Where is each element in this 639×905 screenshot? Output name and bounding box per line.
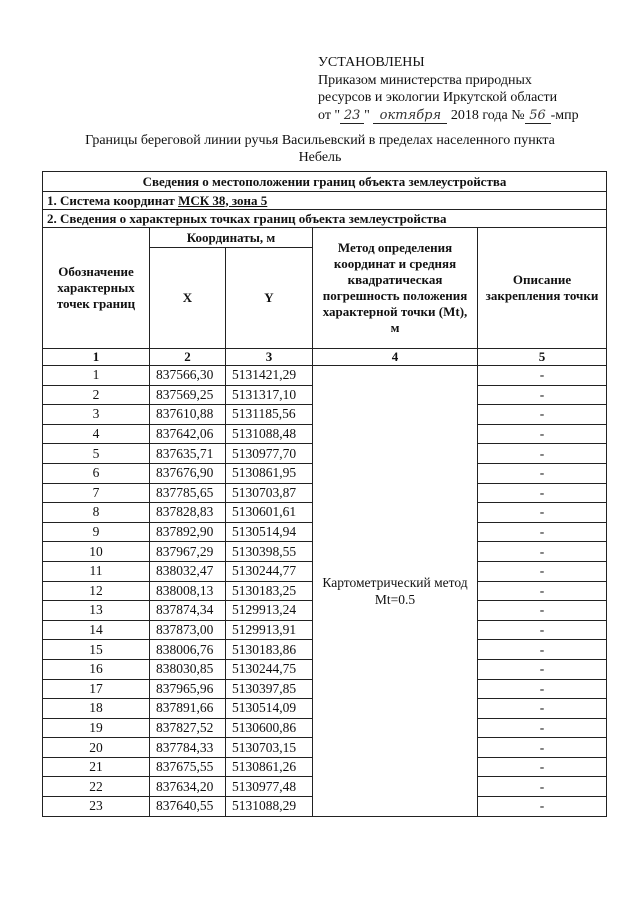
description-cell: - — [478, 424, 607, 444]
y-coordinate-cell: 5130244,75 — [226, 659, 313, 679]
description-cell: - — [478, 444, 607, 464]
point-number-cell: 4 — [43, 424, 150, 444]
description-cell: - — [478, 483, 607, 503]
column-number-3: 3 — [226, 349, 313, 366]
description-cell: - — [478, 561, 607, 581]
description-cell: - — [478, 797, 607, 817]
y-coordinate-cell: 5130183,25 — [226, 581, 313, 601]
point-number-cell: 17 — [43, 679, 150, 699]
description-cell: - — [478, 777, 607, 797]
header-y: Y — [226, 248, 313, 349]
x-coordinate-cell: 837676,90 — [150, 463, 226, 483]
column-number-4: 4 — [313, 349, 478, 366]
point-number-cell: 11 — [43, 561, 150, 581]
x-coordinate-cell: 837874,34 — [150, 601, 226, 621]
point-number-cell: 18 — [43, 699, 150, 719]
description-cell: - — [478, 581, 607, 601]
y-coordinate-cell: 5130977,48 — [226, 777, 313, 797]
x-coordinate-cell: 837967,29 — [150, 542, 226, 562]
x-coordinate-cell: 838030,85 — [150, 659, 226, 679]
points-table-body — [43, 366, 607, 817]
point-number-cell: 15 — [43, 640, 150, 660]
y-coordinate-cell: 5131088,48 — [226, 424, 313, 444]
y-coordinate-cell: 5130601,61 — [226, 503, 313, 523]
approval-month: октября — [373, 109, 447, 124]
section-title: Сведения о местоположении границ объекта землеустройства — [43, 172, 607, 192]
y-coordinate-cell: 5130397,85 — [226, 679, 313, 699]
column-number-5: 5 — [478, 349, 607, 366]
point-number-cell: 9 — [43, 522, 150, 542]
boundary-table — [42, 171, 607, 817]
point-number-cell: 5 — [43, 444, 150, 464]
y-coordinate-cell: 5130861,26 — [226, 757, 313, 777]
coordinate-system-label: 1. Система координат — [47, 192, 175, 208]
x-coordinate-cell: 837634,20 — [150, 777, 226, 797]
approval-from: от " — [318, 107, 341, 123]
y-coordinate-cell: 5129913,91 — [226, 620, 313, 640]
x-coordinate-cell: 837873,00 — [150, 620, 226, 640]
description-cell: - — [478, 738, 607, 758]
point-number-cell: 10 — [43, 542, 150, 562]
description-cell: - — [478, 522, 607, 542]
y-coordinate-cell: 5131185,56 — [226, 405, 313, 425]
y-coordinate-cell: 5131317,10 — [226, 385, 313, 405]
description-cell: - — [478, 385, 607, 405]
y-coordinate-cell: 5131088,29 — [226, 797, 313, 817]
approval-line-2: ресурсов и экологии Иркутской области — [318, 90, 558, 105]
table-row — [43, 366, 607, 386]
point-number-cell: 19 — [43, 718, 150, 738]
header-coordinates: Координаты, м — [150, 228, 313, 248]
x-coordinate-cell: 837828,83 — [150, 503, 226, 523]
y-coordinate-cell: 5130861,95 — [226, 463, 313, 483]
approval-line-1: Приказом министерства природных — [318, 72, 532, 88]
approval-date-line — [318, 107, 579, 125]
x-coordinate-cell: 838008,13 — [150, 581, 226, 601]
x-coordinate-cell: 837827,52 — [150, 718, 226, 738]
y-coordinate-cell: 5130514,94 — [226, 522, 313, 542]
y-coordinate-cell: 5130600,86 — [226, 718, 313, 738]
y-coordinate-cell: 5130703,87 — [226, 483, 313, 503]
x-coordinate-cell: 837635,71 — [150, 444, 226, 464]
description-cell: - — [478, 601, 607, 621]
x-coordinate-cell: 837784,33 — [150, 738, 226, 758]
document-title-line-1: Границы береговой линии ручья Васильевский в пределах населенного пункта — [85, 133, 555, 148]
x-coordinate-cell: 837569,25 — [150, 385, 226, 405]
description-cell: - — [478, 366, 607, 386]
header-description: Описание закрепления точки — [478, 228, 607, 349]
points-section-row: 2. Сведения о характерных точках границ объекта землеустройства — [43, 210, 607, 228]
description-cell: - — [478, 718, 607, 738]
description-cell: - — [478, 699, 607, 719]
coordinate-system-row — [43, 192, 607, 210]
point-number-cell: 3 — [43, 405, 150, 425]
document-title-line-2: Небель — [298, 150, 342, 165]
y-coordinate-cell: 5130703,15 — [226, 738, 313, 758]
column-number-2: 2 — [150, 349, 226, 366]
x-coordinate-cell: 837610,88 — [150, 405, 226, 425]
x-coordinate-cell: 838032,47 — [150, 561, 226, 581]
point-number-cell: 23 — [43, 797, 150, 817]
y-coordinate-cell: 5130398,55 — [226, 542, 313, 562]
description-cell: - — [478, 405, 607, 425]
point-number-cell: 13 — [43, 601, 150, 621]
y-coordinate-cell: 5130244,77 — [226, 561, 313, 581]
header-designation: Обозначение характерных точек границ — [43, 228, 150, 349]
point-number-cell: 20 — [43, 738, 150, 758]
x-coordinate-cell: 837892,90 — [150, 522, 226, 542]
point-number-cell: 16 — [43, 659, 150, 679]
point-number-cell: 14 — [43, 620, 150, 640]
description-cell: - — [478, 503, 607, 523]
description-cell: - — [478, 463, 607, 483]
coordinate-system-value: МСК 38, зона 5 — [178, 192, 268, 208]
approval-quote: " — [364, 107, 370, 123]
approval-day: 23 — [340, 109, 364, 124]
point-number-cell: 6 — [43, 463, 150, 483]
x-coordinate-cell: 837640,55 — [150, 797, 226, 817]
x-coordinate-cell: 837566,30 — [150, 366, 226, 386]
description-cell: - — [478, 640, 607, 660]
approval-number: 56 — [525, 109, 551, 124]
description-cell: - — [478, 659, 607, 679]
column-number-1: 1 — [43, 349, 150, 366]
point-number-cell: 7 — [43, 483, 150, 503]
y-coordinate-cell: 5130514,09 — [226, 699, 313, 719]
y-coordinate-cell: 5130183,86 — [226, 640, 313, 660]
y-coordinate-cell: 5130977,70 — [226, 444, 313, 464]
y-coordinate-cell: 5129913,24 — [226, 601, 313, 621]
point-number-cell: 8 — [43, 503, 150, 523]
description-cell: - — [478, 542, 607, 562]
point-number-cell: 1 — [43, 366, 150, 386]
x-coordinate-cell: 838006,76 — [150, 640, 226, 660]
approval-stamp — [318, 54, 579, 124]
point-number-cell: 12 — [43, 581, 150, 601]
point-number-cell: 21 — [43, 757, 150, 777]
point-number-cell: 2 — [43, 385, 150, 405]
header-x: X — [150, 248, 226, 349]
document-title — [40, 132, 600, 166]
x-coordinate-cell: 837891,66 — [150, 699, 226, 719]
description-cell: - — [478, 757, 607, 777]
x-coordinate-cell: 837965,96 — [150, 679, 226, 699]
description-cell: - — [478, 620, 607, 640]
point-number-cell: 22 — [43, 777, 150, 797]
approval-heading: УСТАНОВЛЕНЫ — [318, 55, 425, 70]
x-coordinate-cell: 837675,55 — [150, 757, 226, 777]
header-method: Метод определения координат и средняя квадратическая погрешность положения характерной точки (Mt), м — [313, 228, 478, 349]
approval-suffix: -мпр — [550, 107, 579, 123]
method-cell: Картометрический метод Mt=0.5 — [313, 366, 478, 817]
description-cell: - — [478, 679, 607, 699]
x-coordinate-cell: 837642,06 — [150, 424, 226, 444]
y-coordinate-cell: 5131421,29 — [226, 366, 313, 386]
x-coordinate-cell: 837785,65 — [150, 483, 226, 503]
approval-year: 2018 года № — [450, 107, 525, 123]
